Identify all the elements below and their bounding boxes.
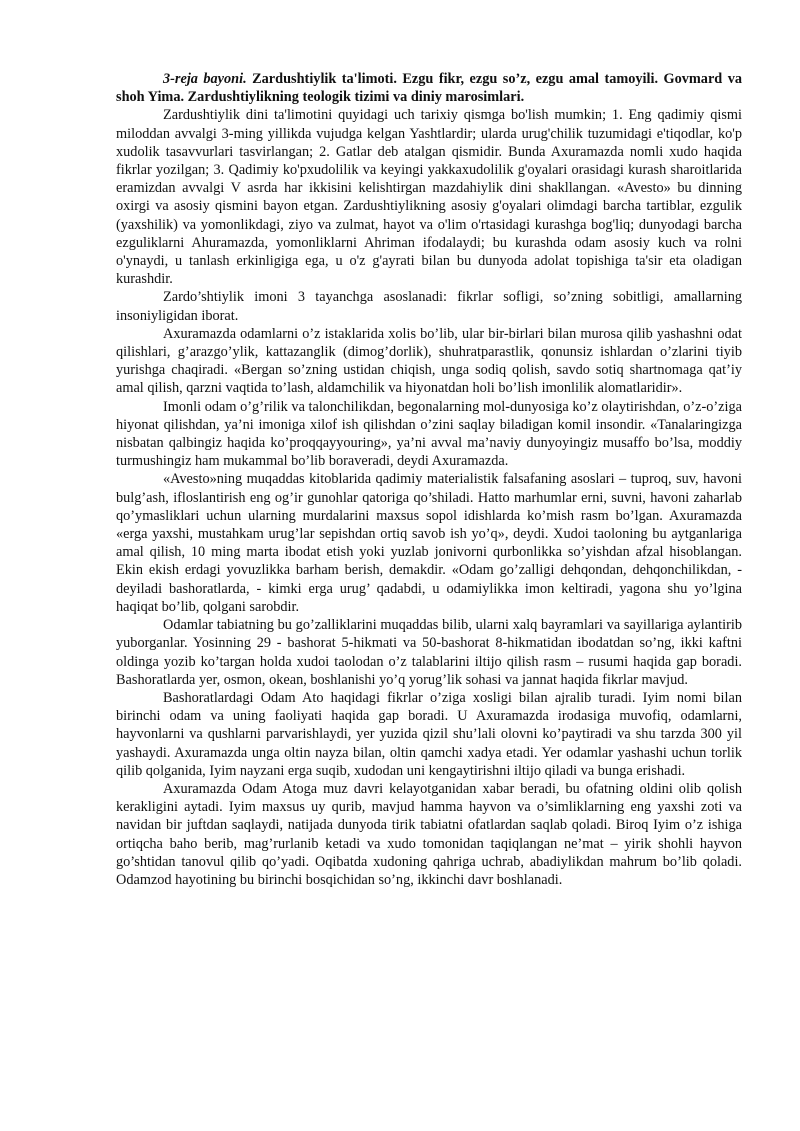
paragraph: Odamlar tabiatning bu go’zalliklarini muqaddas bilib, ularni xalq bayramlari va sayillariga aylantirib yuborganlar. Yosinning 29 - bashorat 5-hikmati va 50-bashorat 8-hikmatidan ibodatdan so’ng, ikki kaftni oldinga yozib ko’targan holda xudoi taolodan o’z talablarini iltijo qilish rasm – rusumi haqida gap boradi. Bashoratlarda yer, osmon, okean, boshlanishi yo’q yorug’lik sohasi va jannat haqida fikrlar mavjud. xyxy=(116,617,742,688)
plan-label: 3-reja bayoni. xyxy=(163,71,247,87)
paragraph: Axuramazda Odam Atoga muz davri kelayotganidan xabar beradi, bu ofatning oldini olib qolish kerakligini aytadi. Iyim maxsus uy qurib, mavjud hamma hayvon va o’simliklarning eng yaxshi zoti va navidan bir juftdan saqlaydi, natijada dunyoda tirik tabiatni ofatlardan saqlab qoladi. Biroq Iyim o’z ishiga ortiqcha baho berib, mag’rurlanib ketadi va xudo tomonidan taqiqlangan ne’mat – yirik shohli hayvon go’shtidan tanovul qilib qo’yadi. Oqibatda xudoning qahriga uchrab, abadiylikdan mahrum bo’lib qoladi. Odamzod hayotining bu birinchi bosqichidan so’ng, ikkinchi davr boshlanadi. xyxy=(116,780,742,888)
paragraph: Axuramazda odamlarni o’z istaklarida xolis bo’lib, ular bir-birlari bilan murosa qilib yashashni odat qilishlari, g’arazgo’ylik, kattazanglik (dimog’dorlik), shuhratparastlik, qonunsiz ishlardan o’zlarini tiyib yurishga chaqiradi. «Bergan so’zning ustidan chiqish, unga sodiq qolish, savdo sotiq shartnomaga qat’iy amal qilish, qarzni vaqtida to’lash, aldamchilik va hiyonatdan holi bo’lish imonlilik alomatlaridir». xyxy=(116,325,742,397)
paragraph: Imonli odam o’g’rilik va talonchilikdan, begonalarning mol-dunyosiga ko’z olaytirishdan, o’z-o’ziga hiyonat qilishdan, ya’ni imoniga xilof ish qilishdan o’zini saqlay biladigan komil insondir. «Tanalaringizga nisbatan qalbingiz haqida ko’proqqayyouring», ya’ni avval ma’naviy dunyoyingiz musaffo bo’lsa, moddiy turmushingiz ham mukammal bo’lib boraveradi, deydi Axuramazda. xyxy=(116,398,742,470)
section-heading xyxy=(116,70,742,106)
paragraph: Bashoratlardagi Odam Ato haqidagi fikrlar o’ziga xosligi bilan ajralib turadi. Iyim nomi bilan birinchi odam va uning faoliyati haqida gap boradi. U Axuramazda irodasiga muvofiq, odamlarni, hayvonlarni va qushlarni parvarishlaydi, yer yuzida qizil shu’lali olovni ko’paytiradi va shu tarzda 300 yil yashaydi. Axuramazda unga oltin nayza bilan, oltin qamchi xadya etadi. Yer odamlar yashashi uchun torlik qilib qolganida, Iyim nayzani erga suqib, xudodan uni kengaytirishni iltijo qiladi va bunga erishadi. xyxy=(116,689,742,779)
heading-title: Zardushtiylik ta'limoti. Ezgu fikr, ezgu so’z, ezgu amal tamoyili. Govmard va shoh Yima. Zardushtiylikning teologik tizimi va diniy marosimlari. xyxy=(116,71,742,106)
document-page xyxy=(116,70,742,889)
paragraph: «Avesto»ning muqaddas kitoblarida qadimiy materialistik falsafaning asoslari – tuproq, suv, havoni bulg’ash, ifloslantirish eng og’ir gunohlar qatoriga qo’shiladi. Hatto marhumlar erni, suvni, havoni zaharlab qo’ymasliklari uchun ularning murdalarini maxsus sopol idishlarda ko’mish rasm bo’lgan. Axuramazda «erga yaxshi, mustahkam urug’lar sepishdan ortiq savob ish yo’q», deydi. Xudoi taoloning bu aytganlariga amal qilish, 10 ming marta ibodat etish yoki yuzlab jonivorni qurbonlikka so’yishdan afzal hisoblangan. Ekin ekish erdagi yovuzlikka barham berish, demakdir. «Odam go’zalligi dehqondan, dehqonchilikdan, - deyiladi bashoratlarda, - kimki erga urug’ qadabdi, u odamiylikka imon keltiradi, yagona shu yo’lgina haqiqat bo’lib, qolgani sarobdir. xyxy=(116,471,742,615)
paragraph: Zardo’shtiylik imoni 3 tayanchga asoslanadi: fikrlar sofligi, so’zning sobitligi, amallarning insoniyligidan iborat. xyxy=(116,289,742,324)
paragraph: Zardushtiylik dini ta'limotini quyidagi uch tarixiy qismga bo'lish mumkin; 1. Eng qadimiy qismi miloddan avvalgi 3-ming yillikda vujudga kelgan Yashtlardir; ularda urug'chilik tuzumidagi e'tiqodlar, ko'p xudolik tasavvurlari tasvirlangan; 2. Gatlar deb atalgan qismidir. Bunda Axuramazda nomli xudo haqida fikrlar yozilgan; 3. Qadimiy ko'pxudolilik va keyingi yakkaxudolilik g'oyalari orasidagi kurash sharoitlarida eramizdan avvalgi V asrda har ikkisini kelishtirgan mazdahiylik dini shakllangan. «Avesto» bu dinning oxirgi va asosiy qismini bayon etgan. Zardushtiylikning asosiy g'oyalari olimdagi barcha tartiblar, ezgulik (yaxshilik) va yomonlikdagi, ziyo va zulmat, hayot va o'lim o'rtasidagi kurashga bog'liq; dunyodagi barcha ezguliklarni Ahuramazda, yomonliklarni Ahriman ifodalaydi; bu kurashda odam asosiy kuch va rolni o'ynaydi, u tanlash erkinligiga ega, u o'z g'ayrati bilan bu dunyoda adolat topishiga ta'sir eta oladigan kurashdir. xyxy=(116,107,742,288)
